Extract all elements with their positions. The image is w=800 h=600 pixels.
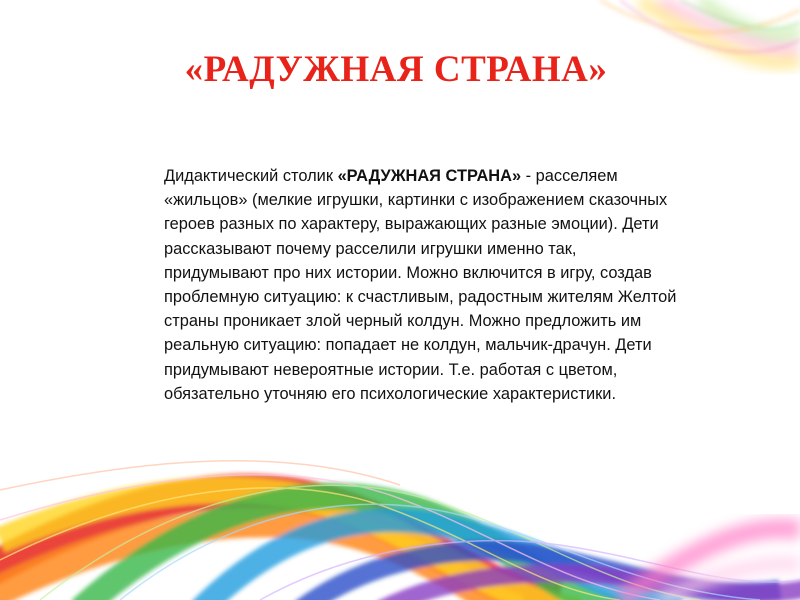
- body-rest-text: - расселяем «жильцов» (мелкие игрушки, картинки с изображением сказочных героев разных по характеру, выражающих разные эмоции). Дети рассказывают почему расселили игрушки именно так, придумывают про них истории. Можно включится в игру, создав проблемную ситуацию: к счастливым, радостным жителям Желтой страны проникает злой черный колдун. Можно предложить им реальную ситуацию: попадает не колдун, мальчик-драчун. Дети придумывают невероятные истории. Т.е. работая с цветом, обязательно уточняю его психологические характеристики.: [164, 167, 677, 403]
- slide-title-text: «РАДУЖНАЯ СТРАНА»: [184, 49, 608, 90]
- body-paragraph: [164, 164, 684, 406]
- body-intro-text: Дидактический столик: [164, 167, 338, 185]
- body-bold-text: «РАДУЖНАЯ СТРАНА»: [337, 167, 522, 185]
- slide-title: [0, 48, 800, 91]
